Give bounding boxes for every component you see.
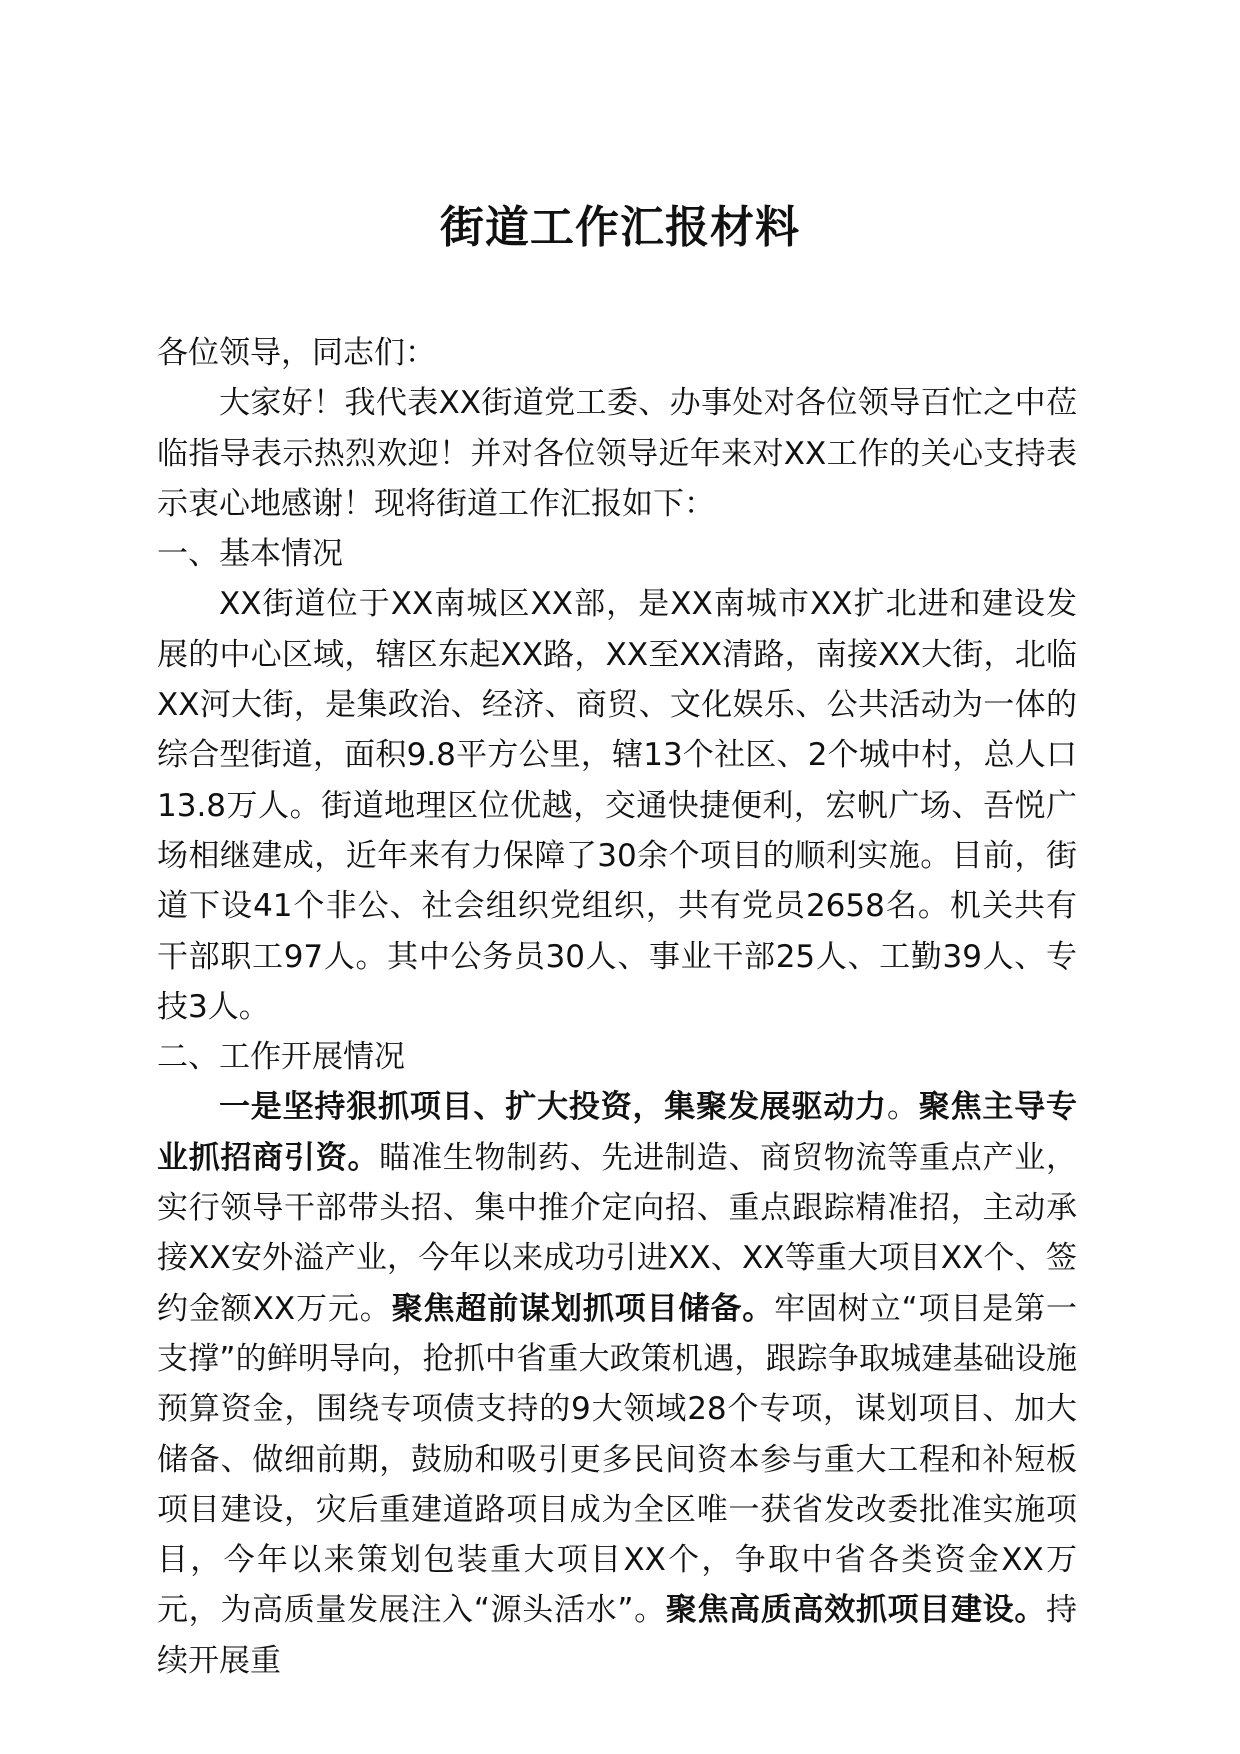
reserve-text: 牢固树立“项目是第一支撑”的鲜明导向，抢抓中省重大政策机遇，跟踪争取城建基础设施预算资金，围绕专项债支持的9大领域28个专项，谋划项目、加大储备、做细前期，鼓励和吸引更多民间资本参与重大工程和补短板项目建设，灾后重建道路项目成为全区唯一获省发改委批准实施项目，今年以来策划包装重大项目XX个，争取中省各类资金XX万元，为高质量发展注入“源头活水”。 — [157, 1290, 1077, 1629]
section-heading-basic: 一、基本情况 — [157, 536, 343, 573]
basic-info-paragraph: XX街道位于XX南城区XX部，是XX南城市XX扩北进和建设发展的中心区域，辖区东起XX路，XX至XX清路，南接XX大街，北临XX河大街，是集政治、经济、商贸、文化娱乐、公共活动为一体的综合型街道，面积9.8平方公里，辖13个社区、2个城中村，总人口13.8万人。街道地理区位优越，交通快捷便利，宏帆广场、吾悦广场相继建成，近年来有力保障了30余个项目的顺利实施。目前，街道下设41个非公、社会组织党组织，共有党员2658名。机关共有干部职工97人。其中公务员30人、事业干部25人、工勤39人、专技3人。 — [157, 586, 1077, 1025]
investment-text: 瞄准生物制药、先进制造、商贸物流等重点产业，实行领导干部带头招、集中推介定向招、重点跟踪精准招，主动承接XX安外溢产业，今年以来成功引进XX、XX等重大项目XX个、签约金额XX万元。 — [157, 1139, 1077, 1327]
subheading-investment: 聚焦主导专业抓招商引资。 — [157, 1089, 1078, 1176]
lead-period: 。 — [886, 1089, 919, 1126]
intro-paragraph: 大家好！我代表XX街道党工委、办事处对各位领导百忙之中莅临指导表示热烈欢迎！并对各位领导近年来对XX工作的关心支持表示衷心地感谢！现将街道工作汇报如下： — [157, 385, 1077, 522]
subheading-construction: 聚焦高质高效抓项目建设。 — [665, 1592, 1047, 1629]
document-body — [157, 328, 1077, 1686]
section-heading-work: 二、工作开展情况 — [157, 1039, 405, 1076]
lead-bold-text: 一是坚持狠抓项目、扩大投资，集聚发展驱动力 — [219, 1089, 887, 1126]
work-paragraph — [157, 1082, 1077, 1686]
salutation: 各位领导，同志们： — [157, 335, 436, 371]
construction-text: 持续开展重 — [157, 1592, 1078, 1679]
subheading-reserve: 聚焦超前谋划抓项目储备。 — [391, 1290, 775, 1327]
document-title: 街道工作汇报材料 — [440, 202, 800, 253]
